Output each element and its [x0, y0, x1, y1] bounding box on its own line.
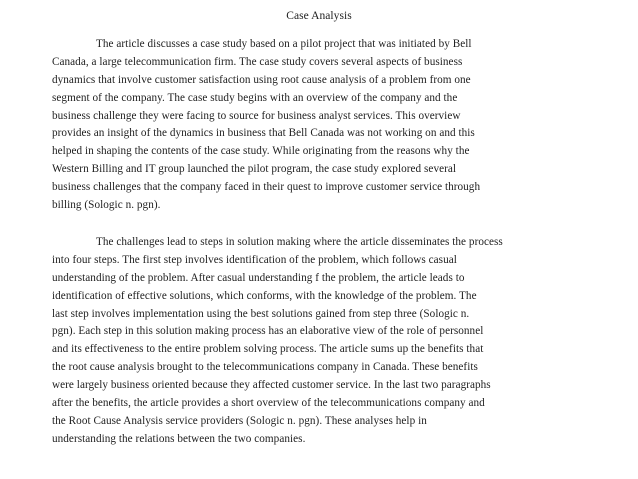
- text-line: understanding of the problem. After casual understanding f the problem, the article leads to: [52, 271, 465, 284]
- text-line: understanding the relations between the two companies.: [52, 432, 306, 445]
- text-line: Western Billing and IT group launched the pilot program, the case study explored several: [52, 163, 457, 176]
- paragraph-1: [52, 36, 592, 215]
- text-line: The challenges lead to steps in solution making where the article disseminates the process: [96, 236, 503, 248]
- document-title: Case Analysis: [286, 10, 352, 22]
- text-line: the Root Cause Analysis service providers (Sologic n. pgn). These analyses help in: [52, 414, 427, 427]
- paragraph-2: [52, 234, 592, 449]
- text-line: the root cause analysis brought to the telecommunications company in Canada. These benefits: [52, 361, 478, 374]
- text-line: business challenge they were facing to source for business analyst services. This overview: [52, 109, 461, 122]
- text-line: billing (Sologic n. pgn).: [52, 199, 161, 212]
- text-line: The article discusses a case study based on a pilot project that was initiated by Bell: [96, 38, 472, 50]
- text-line: last step involves implementation using the best solutions gained from step three (Sologic n.: [52, 307, 470, 320]
- text-line: helped in shaping the contents of the case study. While originating from the reasons why the: [52, 145, 470, 158]
- text-line: dynamics that involve customer satisfaction using root cause analysis of a problem from one: [52, 73, 471, 86]
- text-line: and its effectiveness to the entire problem solving process. The article sums up the benefits that: [52, 343, 484, 356]
- text-line: segment of the company. The case study begins with an overview of the company and the: [52, 91, 458, 104]
- text-line: provides an insight of the dynamics in business that Bell Canada was not working on and this: [52, 127, 475, 140]
- text-line: after the benefits, the article provides a short overview of the telecommunications company and: [52, 397, 485, 410]
- text-line: into four steps. The first step involves identification of the problem, which follows casual: [52, 253, 457, 266]
- text-line: identification of effective solutions, which conforms, with the knowledge of the problem. The: [52, 289, 477, 302]
- text-line: pgn). Each step in this solution making process has an elaborative view of the role of personnel: [52, 325, 484, 338]
- text-line: Canada, a large telecommunication firm. The case study covers several aspects of business: [52, 55, 463, 68]
- text-line: business challenges that the company faced in their quest to improve customer service through: [52, 181, 481, 194]
- text-line: were largely business oriented because they affected customer service. In the last two paragraphs: [52, 379, 491, 392]
